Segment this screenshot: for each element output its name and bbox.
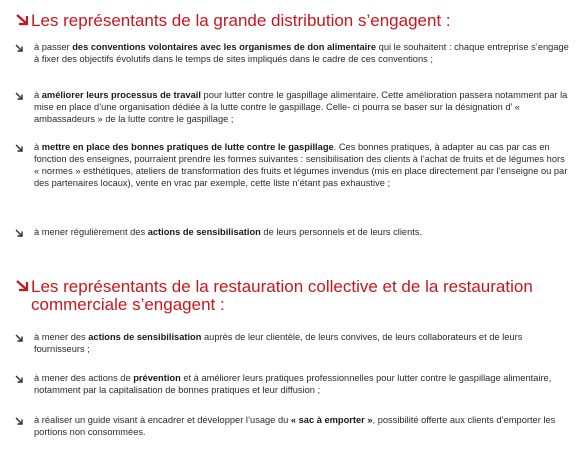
item-text: à mener des actions de prévention et à améliorer leurs pratiques professionnelles pour lutter contre le gaspillage alimentaire, notamment par la capitalisation de bonnes pratiques et leur diffusion ; — [34, 373, 552, 395]
arrow-bullet-icon — [14, 416, 24, 426]
arrow-bullet-icon — [14, 228, 24, 238]
list-item — [14, 89, 570, 125]
list-item — [14, 226, 570, 238]
arrow-bullet-icon — [14, 43, 24, 53]
section-title-line-2: commerciale s’engagent : — [31, 295, 225, 314]
arrow-bullet-icon — [14, 91, 24, 101]
section-title-text: Les représentants de la grande distribution s’engagent : — [31, 11, 451, 30]
item-text: à mener régulièrement des actions de sensibilisation de leurs personnels et de leurs clients. — [34, 227, 423, 237]
list-item — [14, 372, 570, 396]
item-text: à améliorer leurs processus de travail pour lutter contre le gaspillage alimentaire. Cette amélioration passera notamment par la mise en place d’une organisation dédiée à la lutte contre le gaspillage. Celle- ci pourra se baser sur la désignation d’ « ambassadeurs » de la lutte contre le gaspillage ; — [34, 90, 568, 124]
list-item — [14, 414, 570, 438]
arrow-down-right-icon — [14, 279, 30, 293]
list-item — [14, 141, 570, 189]
item-text: à mettre en place des bonnes pratiques de lutte contre le gaspillage. Ces bonnes pratiques, à adapter au cas par cas en fonction des enseignes, pourraient prendre les formes suivantes : sensibilisation des clients à l’achat de fruits et de légumes hors « normes » esthétiques, ateliers de transformation des fruits et légumes invendus (mis en place directement par l’enseigne ou par des partenaires locaux), vente en vrac par exemple, cette liste n’étant pas exhaustive ; — [34, 142, 568, 188]
section-title-line-1: Les représentants de la restauration collective et de la restauration — [31, 277, 533, 296]
section-title-grande-distribution — [14, 12, 451, 30]
arrow-bullet-icon — [14, 374, 24, 384]
item-text: à mener des actions de sensibilisation auprès de leur clientèle, de leurs convives, de leurs collaborateurs et de leurs fournisseurs ; — [34, 332, 523, 354]
arrow-down-right-icon — [14, 13, 30, 27]
arrow-bullet-icon — [14, 143, 24, 153]
item-text: à passer des conventions volontaires avec les organismes de don alimentaire qui le souhaitent : chaque entreprise s’engage à fixer des objectifs évolutifs dans le temps de sites impliqués dans le cadre de ces conventions ; — [34, 42, 569, 64]
section-title-restauration — [14, 278, 533, 314]
arrow-bullet-icon — [14, 333, 24, 343]
list-item — [14, 331, 570, 355]
item-text: à réaliser un guide visant à encadrer et développer l’usage du « sac à emporter », possibilité offerte aux clients d’emporter les portions non consommées. — [34, 415, 556, 437]
list-item — [14, 41, 570, 65]
